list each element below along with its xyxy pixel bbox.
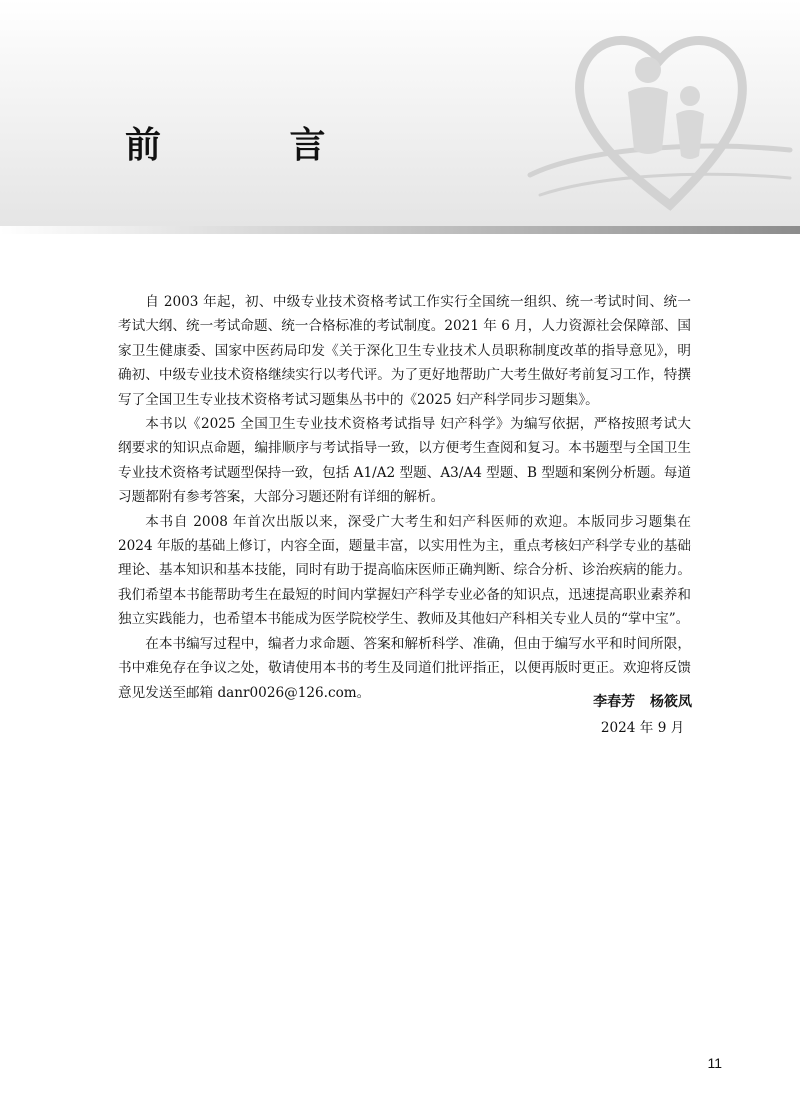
heart-with-family-icon: [520, 0, 800, 226]
author-names: 李春芳 杨筱凤: [593, 694, 692, 710]
signature-date: 2024 年 9 月: [600, 720, 685, 736]
page-title: 前 言: [125, 125, 384, 166]
preface-paragraph: 自 2003 年起，初、中级专业技术资格考试工作实行全国统一组织、统一考试时间、统一考试大纲、统一考试命题、统一合格标准的考试制度。2021 年 6 月，人力资源社会保障部、国家卫生健康委、国家中医药局印发《关于深化卫生专业技术人员职称制度改革的指导意见》，明确初、中级专业技术资格继续实行以考代评。为了更好地帮助广大考生做好考前复习工作，特撰写了全国卫生专业技术资格考试习题集丛书中的《2025 妇产科学同步习题集》。: [118, 294, 691, 408]
signature-block: [593, 690, 692, 740]
page-number: 11: [707, 1055, 722, 1071]
header-divider: [0, 226, 800, 234]
preface-paragraph: 本书自 2008 年首次出版以来，深受广大考生和妇产科医师的欢迎。本版同步习题集在 2024 年版的基础上修订，内容全面，题量丰富，以实用性为主，重点考核妇产科学专业的基础理论、基本知识和基本技能，同时有助于提高临床医师正确判断、综合分析、诊治疾病的能力。我们希望本书能帮助考生在最短的时间内掌握妇产科学专业必备的知识点，迅速提高职业素养和独立实践能力，也希望本书能成为医学院校学生、教师及其他妇产科相关专业人员的“掌中宝”。: [118, 513, 691, 628]
preface-body: [118, 290, 691, 705]
preface-paragraph: 本书以《2025 全国卫生专业技术资格考试指导 妇产科学》为编写依据，严格按照考试大纲要求的知识点命题，编排顺序与考试指导一致，以方便考生查阅和复习。本书题型与全国卫生专业技术资格考试题型保持一致，包括 A1/A2 型题、A3/A4 型题、B 型题和案例分析题。每道习题都附有参考答案，大部分习题还附有详细的解析。: [118, 416, 691, 506]
preface-paragraph: 在本书编写过程中，编者力求命题、答案和解析科学、准确，但由于编写水平和时间所限，书中难免存在争议之处，敬请使用本书的考生及同道们批评指正，以便再版时更正。欢迎将反馈意见发送至邮箱 danr0026@126.com。: [118, 635, 691, 701]
